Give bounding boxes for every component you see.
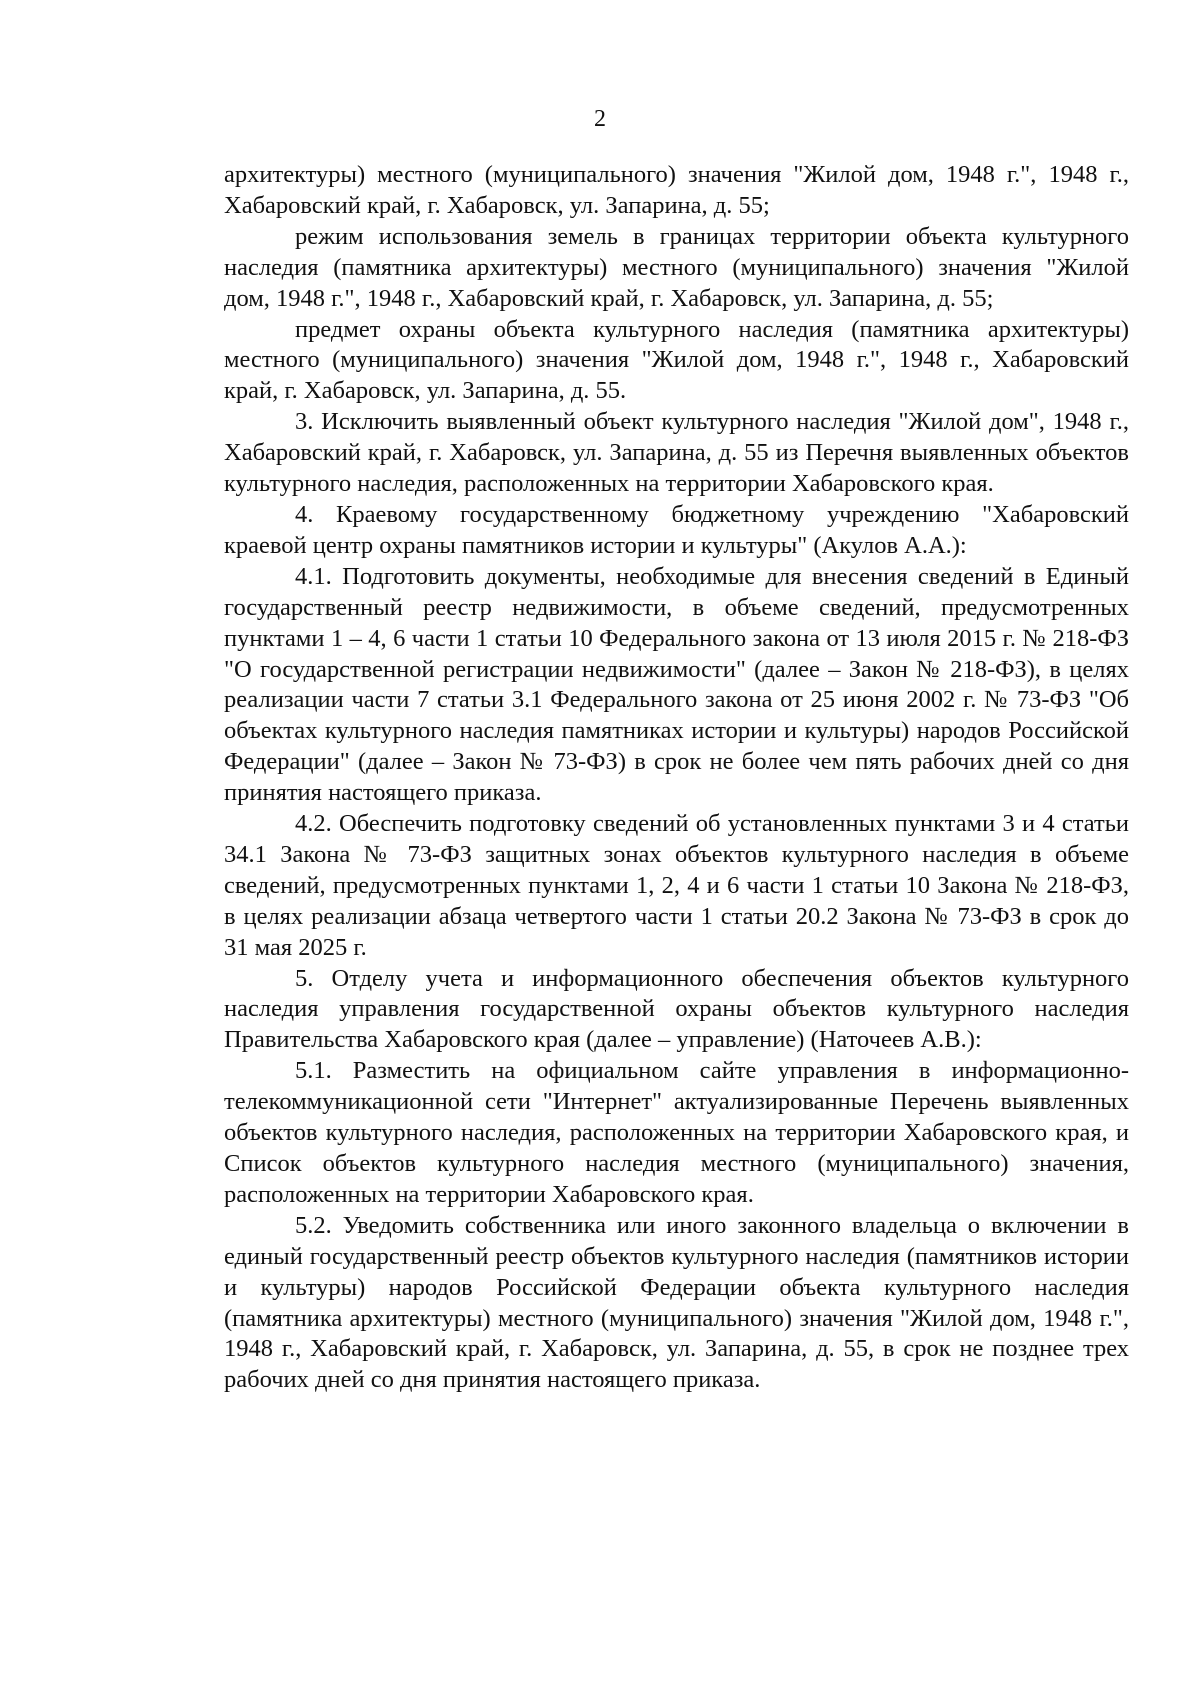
paragraph-item-3: 3. Исключить выявленный объект культурного наследия "Жилой дом", 1948 г., Хабаровский край, г. Хабаровск, ул. Запарина, д. 55 из Перечня выявленных объектов культурного наследия, расположенных на территории Хабаровского края.: [224, 408, 1129, 498]
paragraph-item-5-1: 5.1. Разместить на официальном сайте управления в информационно-телекоммуникационной сети "Интернет" актуализированные Перечень выявленных объектов культурного наследия, расположенных на территории Хабаровского края, и Список объектов культурного наследия местного (муниципального) значения, расположенных на территории Хабаровского края.: [224, 1057, 1129, 1208]
paragraph-continuation: архитектуры) местного (муниципального) значения "Жилой дом, 1948 г.", 1948 г., Хабаровский край, г. Хабаровск, ул. Запарина, д. 55;: [224, 161, 1129, 219]
paragraph-land-use-regime: режим использования земель в границах территории объекта культурного наследия (памятника архитектуры) местного (муниципального) значения "Жилой дом, 1948 г.", 1948 г., Хабаровский край, г. Хабаровск, ул. Запарина, д. 55;: [224, 222, 1129, 312]
document-body: [224, 160, 1129, 1396]
paragraph-item-4: 4. Краевому государственному бюджетному учреждению "Хабаровский краевой центр охраны памятников истории и культуры" (Акулов А.А.):: [224, 500, 1129, 559]
paragraph-item-4-2: 4.2. Обеспечить подготовку сведений об установленных пунктами 3 и 4 статьи 34.1 Закона № 73-ФЗ защитных зонах объектов культурного наследия в объеме сведений, предусмотренных пунктами 1, 2, 4 и 6 части 1 статьи 10 Закона № 218-ФЗ, в целях реализации абзаца четвертого части 1 статьи 20.2 Закона № 73-ФЗ в срок до 31 мая 2025 г.: [224, 810, 1129, 961]
page-number: 2: [594, 106, 606, 132]
paragraph-item-5-2: 5.2. Уведомить собственника или иного законного владельца о включении в единый государственный реестр объектов культурного наследия (памятников истории и культуры) народов Российской Федерации объекта культурного наследия (памятника архитектуры) местного (муниципального) значения "Жилой дом, 1948 г.", 1948 г., Хабаровский край, г. Хабаровск, ул. Запарина, д. 55, в срок не позднее трех рабочих дней со дня принятия настоящего приказа.: [224, 1211, 1129, 1394]
paragraph-protection-subject: предмет охраны объекта культурного наследия (памятника архитектуры) местного (муниципального) значения "Жилой дом, 1948 г.", 1948 г., Хабаровский край, г. Хабаровск, ул. Запарина, д. 55.: [224, 315, 1129, 405]
paragraph-item-4-1: 4.1. Подготовить документы, необходимые для внесения сведений в Единый государственный реестр недвижимости, в объеме сведений, предусмотренных пунктами 1 – 4, 6 части 1 статьи 10 Федерального закона от 13 июля 2015 г. № 218-ФЗ "О государственной регистрации недвижимости" (далее – Закон № 218-ФЗ), в целях реализации части 7 статьи 3.1 Федерального закона от 25 июня 2002 г. № 73-ФЗ "Об объектах культурного наследия памятниках истории и культуры) народов Российской Федерации" (далее – Закон № 73-ФЗ) в срок не более чем пять рабочих дней со дня принятия настоящего приказа.: [224, 562, 1129, 807]
paragraph-item-5: 5. Отделу учета и информационного обеспечения объектов культурного наследия управления государственной охраны объектов культурного наследия Правительства Хабаровского края (далее – управление) (Наточеев А.В.):: [224, 964, 1129, 1054]
